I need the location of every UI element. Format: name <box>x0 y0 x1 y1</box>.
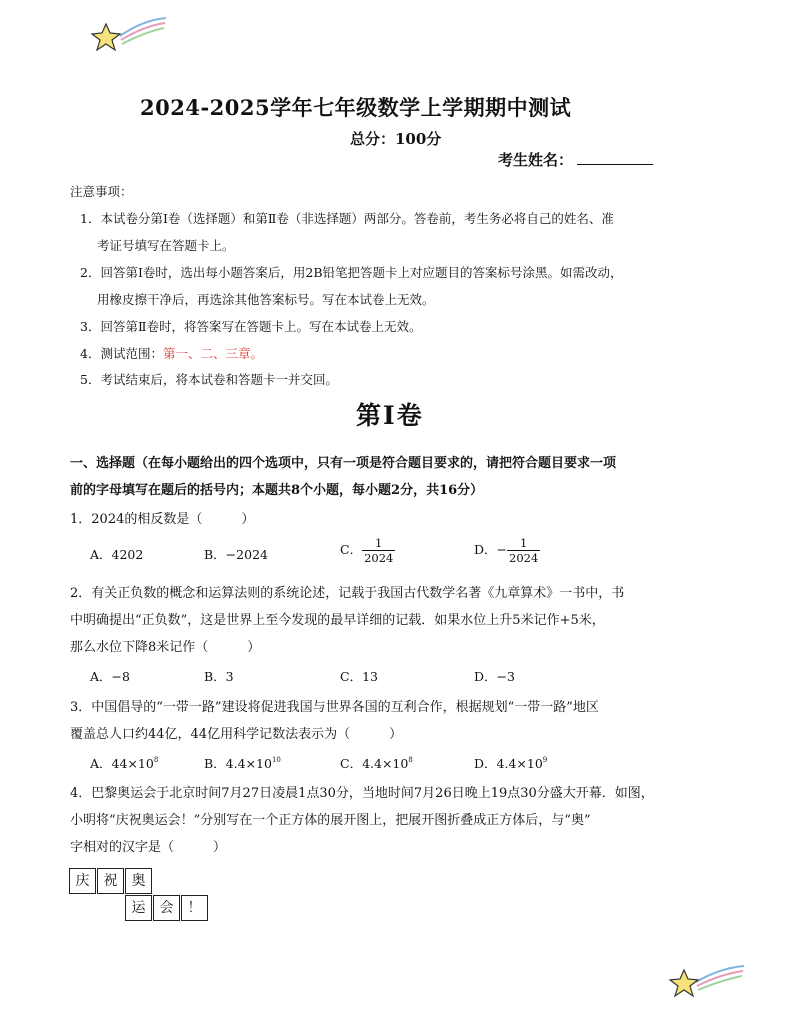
q3-option-d-base: D．4.4×10 <box>474 756 543 771</box>
test-scope-highlight: 第一、二、三章。 <box>162 346 263 361</box>
q3-option-c-base: C．4.4×10 <box>340 756 409 771</box>
question-1-stem: 1．2024的相反数是（ ） <box>70 512 255 527</box>
notice-heading: 注意事项： <box>70 184 133 199</box>
part-title: 第Ⅰ卷 <box>356 401 424 430</box>
q1-option-a: A．4202 <box>90 547 144 562</box>
fraction-numerator: 1 <box>375 536 383 550</box>
section-heading-cont: 前的字母填写在题后的括号内；本题共8个小题，每小题2分，共16分） <box>70 483 484 498</box>
star-decoration-bottom <box>666 962 746 1004</box>
total-score: 总分：100分 <box>350 130 442 148</box>
q1-option-b: B．−2024 <box>204 547 268 562</box>
cube-net-cell: 祝 <box>97 868 124 894</box>
cube-net-cell: 庆 <box>69 868 96 894</box>
notice-item-2-cont: 用橡皮擦干净后，再选涂其他答案标号。写在本试卷上无效。 <box>97 292 435 307</box>
q1-option-c-fraction <box>362 536 395 565</box>
q2-option-d: D．−3 <box>474 669 515 684</box>
fraction-numerator: 1 <box>519 536 528 550</box>
notice-item-5: 5．考试结束后，将本试卷和答题卡一并交回。 <box>80 372 338 387</box>
q3-option-c <box>340 754 413 772</box>
question-3-stem-cont: 覆盖总人口约44亿，44亿用科学记数法表示为（ ） <box>70 727 403 742</box>
star-decoration-top <box>88 14 168 56</box>
cube-net-cell: 运 <box>125 895 152 921</box>
fraction-denominator: 2024 <box>364 551 394 565</box>
q1-option-c-label: C． <box>340 542 363 557</box>
student-name-blank <box>577 150 653 165</box>
notice-item-1: 1．本试卷分第Ⅰ卷（选择题）和第Ⅱ卷（非选择题）两部分。答卷前，考生务必将自己的姓名、准 <box>80 211 614 226</box>
question-4-stem-cont: 小明将“庆祝奥运会！”分别写在一个正方体的展开图上，把展开图折叠成正方体后，与“奥” <box>70 813 591 828</box>
student-name-field <box>498 149 653 170</box>
q3-option-d-exponent: 9 <box>542 756 548 764</box>
question-2-stem-cont: 中明确提出“正负数”，这是世界上至今发现的最早详细的记载．如果水位上升5米记作+5米， <box>70 613 605 628</box>
q3-option-c-exponent: 8 <box>408 756 413 764</box>
q1-option-d-fraction <box>507 536 540 565</box>
q2-option-b: B．3 <box>204 669 234 684</box>
q2-option-a: A．−8 <box>90 669 130 684</box>
cube-net-cell: 奥 <box>125 868 152 894</box>
fraction-denominator: 2024 <box>509 551 539 565</box>
notice-item-2: 2．回答第Ⅰ卷时，选出每小题答案后，用2B铅笔把答题卡上对应题目的答案标号涂黑。如需改动， <box>80 265 623 280</box>
q3-option-a <box>90 754 158 772</box>
cube-net-cell: 会 <box>153 895 180 921</box>
q1-option-c <box>340 536 395 565</box>
cube-net-cell: ！ <box>181 895 208 921</box>
notice-item-1-cont: 考证号填写在答题卡上。 <box>97 238 235 253</box>
question-2-stem-cont: 那么水位下降8米记作（ ） <box>70 640 261 655</box>
q3-option-b-exponent: 10 <box>271 756 281 764</box>
notice-item-3: 3．回答第Ⅱ卷时，将答案写在答题卡上。写在本试卷上无效。 <box>80 319 422 334</box>
notice-item-4 <box>80 344 263 362</box>
q3-option-a-exponent: 8 <box>153 756 159 764</box>
q1-option-d-label: D．− <box>474 542 507 557</box>
q3-option-b-base: B．4.4×10 <box>204 756 272 771</box>
q3-option-d <box>474 754 547 772</box>
question-3-stem: 3．中国倡导的“一带一路”建设将促进我国与世界各国的互利合作，根据规划“一带一路”地区 <box>70 700 599 715</box>
question-4-stem-cont: 字相对的汉字是（ ） <box>70 840 227 855</box>
question-4-stem: 4．巴黎奥运会于北京时间7月27日凌晨1点30分，当地时间7月26日晚上19点30分盛大开幕．如图， <box>70 786 654 801</box>
notice-item-4-prefix: 4．测试范围： <box>80 346 163 361</box>
q3-option-b <box>204 754 281 772</box>
question-2-stem: 2．有关正负数的概念和运算法则的系统论述，记载于我国古代数学名著《九章算术》一书中，书 <box>70 586 625 601</box>
exam-title: 2024-2025学年七年级数学上学期期中测试 <box>140 95 572 120</box>
q3-option-a-base: A．44×10 <box>90 756 154 771</box>
section-heading: 一、选择题（在每小题给出的四个选项中，只有一项是符合题目要求的，请把符合题目要求一项 <box>70 456 617 471</box>
q2-option-c: C．13 <box>340 669 378 684</box>
q1-option-d <box>474 536 540 565</box>
student-name-label: 考生姓名： <box>498 151 574 169</box>
